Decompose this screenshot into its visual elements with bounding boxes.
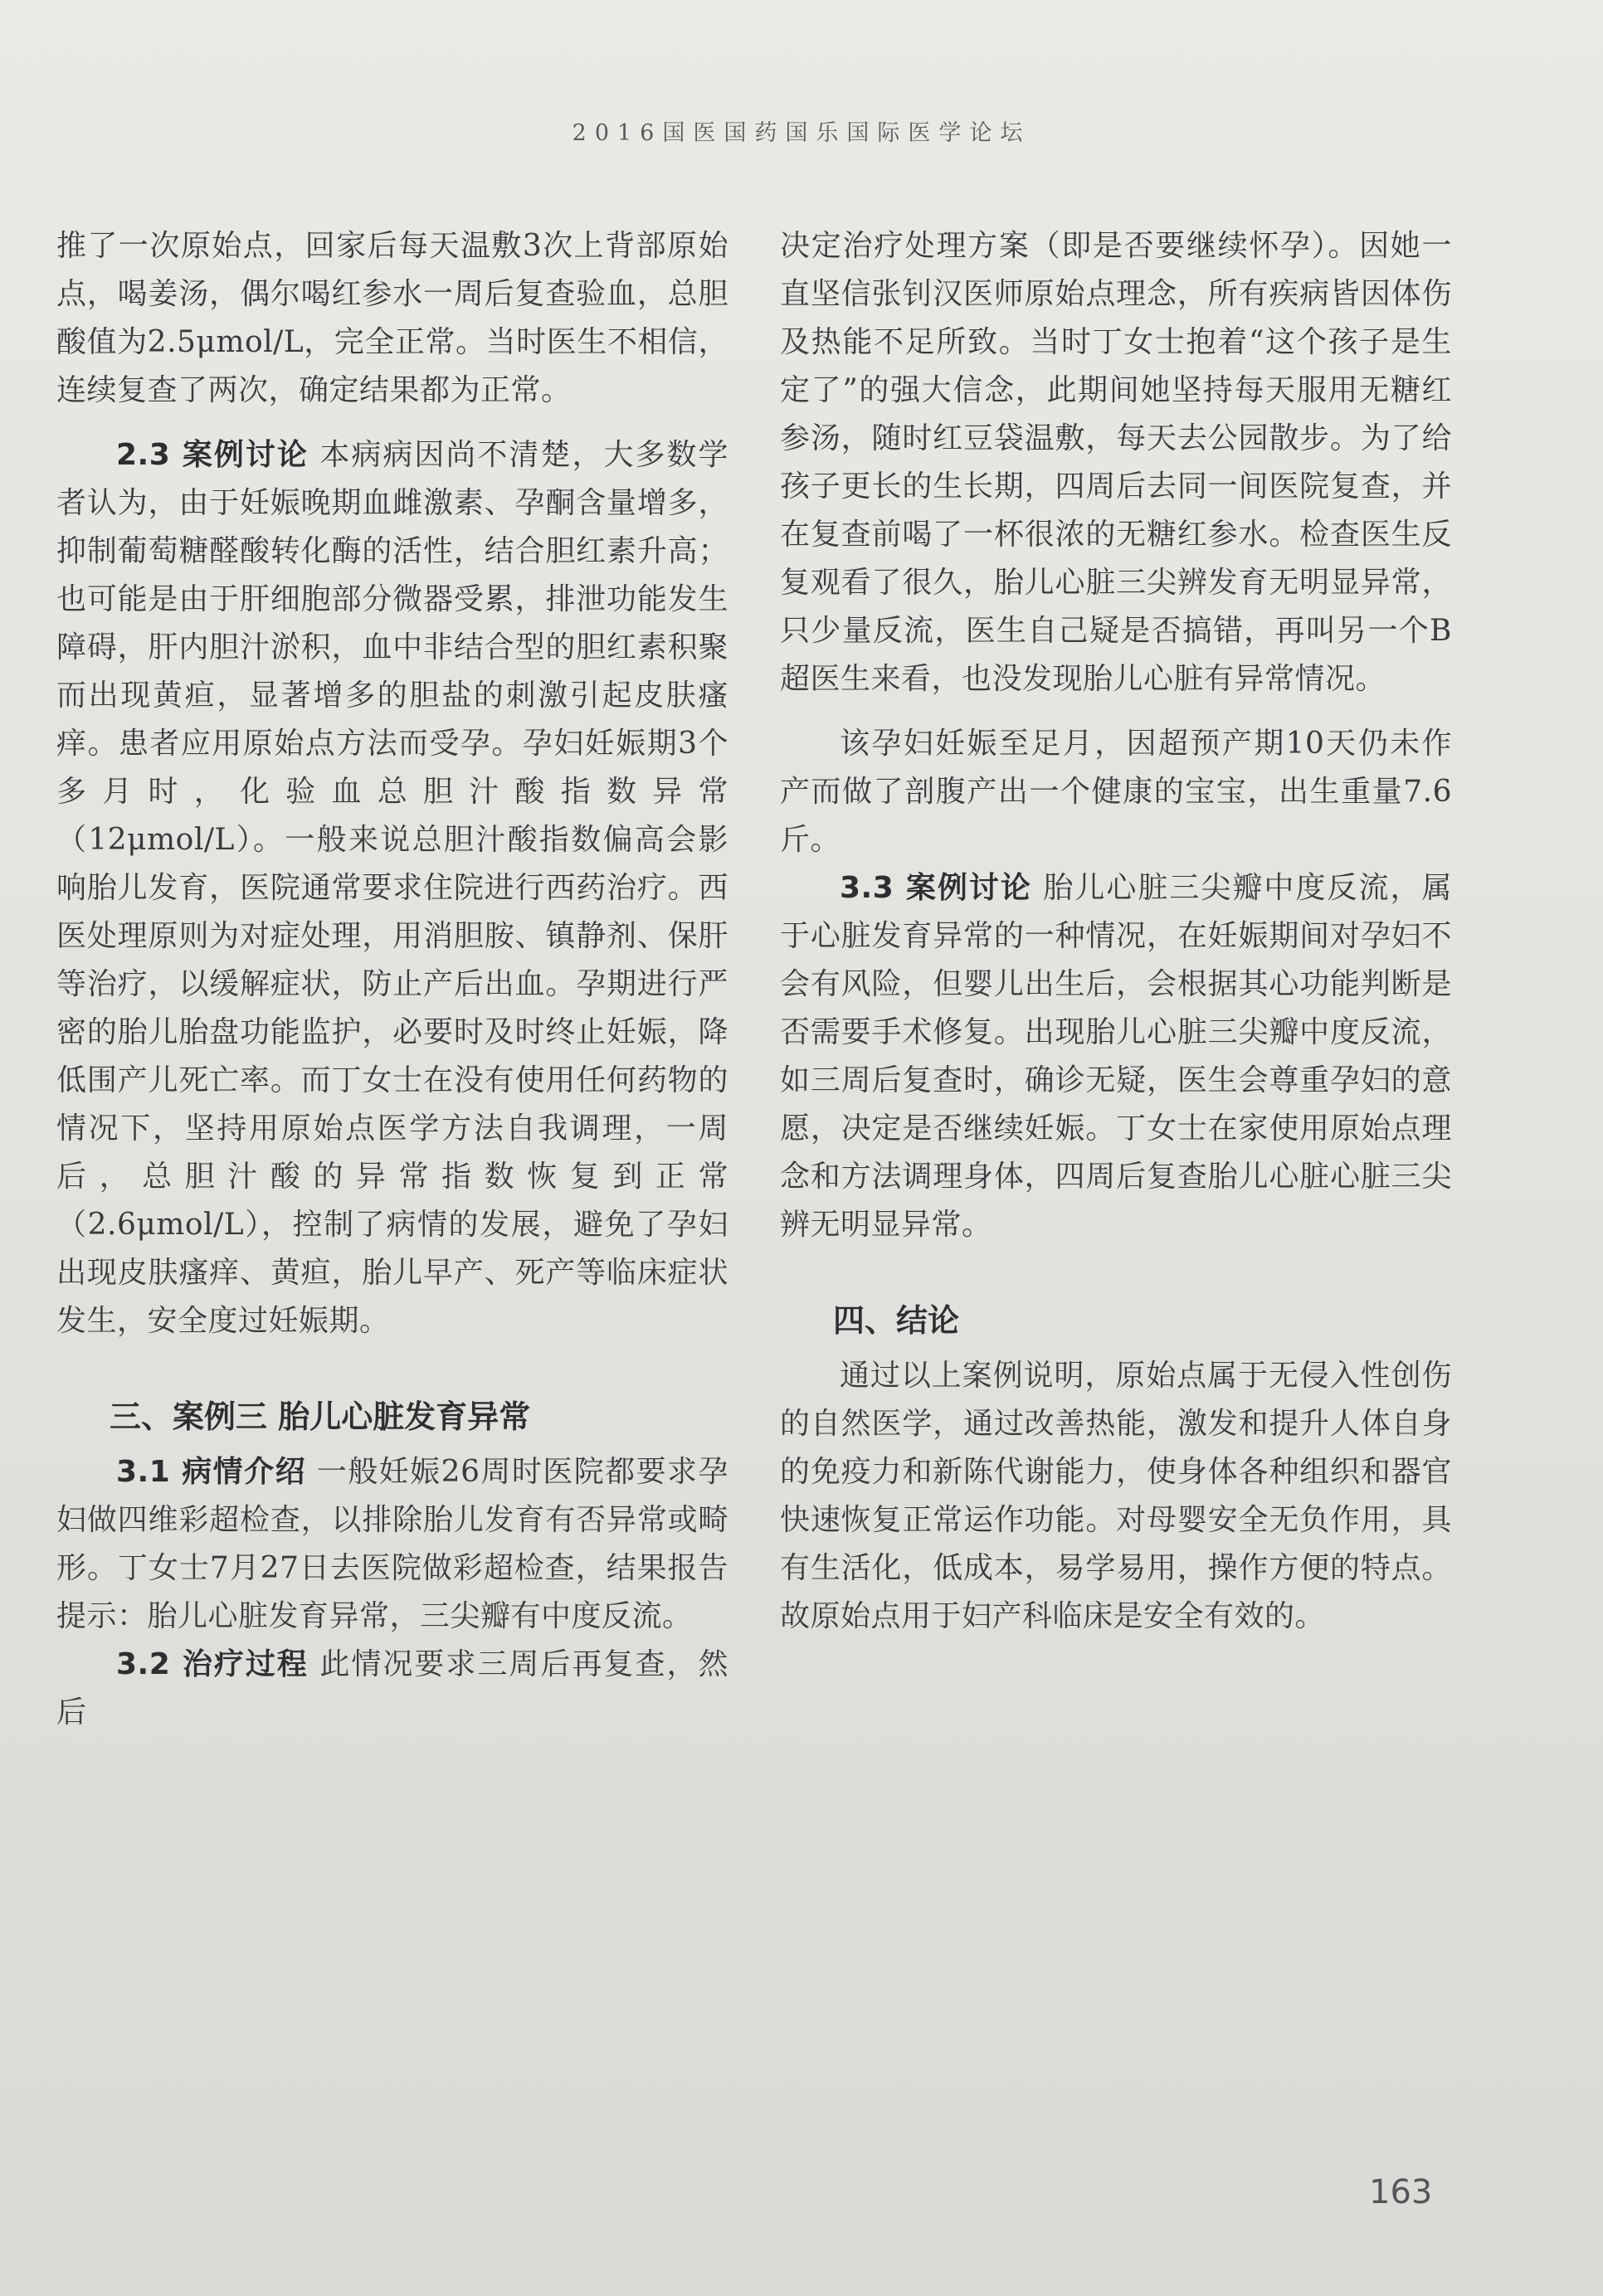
right-column [780, 222, 1452, 1641]
subheading-3-2: 3.2 治疗过程 [116, 1647, 309, 1681]
paragraph-conclusion: 通过以上案例说明，原始点属于无侵入性创伤的自然医学，通过改善热能，激发和提升人体自身的免疫力和新陈代谢能力，使身体各种组织和器官快速恢复正常运作功能。对母婴安全无负作用，具有生活化，低成本，易学易用，操作方便的特点。故原始点用于妇产科临床是安全有效的。 [780, 1359, 1452, 1633]
paragraph-text: 一般妊娠26周时医院都要求孕妇做四维彩超检查，以排除胎儿发育有否异常或畸形。丁女士7月27日去医院做彩超检查，结果报告提示：胎儿心脏发育异常，三尖瓣有中度反流。 [56, 1455, 728, 1633]
paragraph-case3-treatment-cont: 决定治疗处理方案（即是否要继续怀孕）。因她一直坚信张钊汉医师原始点理念，所有疾病皆因体伤及热能不足所致。当时丁女士抱着“这个孩子是生定了”的强大信念，此期间她坚持每天服用无糖红参汤，随时红豆袋温敷，每天去公园散步。为了给孩子更长的生长期，四周后去同一间医院复查，并在复查前喝了一杯很浓的无糖红参水。检查医生反复观看了很久，胎儿心脏三尖辨发育无明显异常，只少量反流，医生自己疑是否搞错，再叫另一个B超医生来看，也没发现胎儿心脏有异常情况。 [780, 229, 1452, 696]
paragraph-case2-discussion [56, 431, 728, 1345]
paragraph-text: 此情况要求三周后再复查，然后 [56, 1647, 728, 1729]
paragraph-text: 胎儿心脏三尖瓣中度反流，属于心脏发育异常的一种情况，在妊娠期间对孕妇不会有风险，但婴儿出生后，会根据其心功能判断是否需要手术修复。出现胎儿心脏三尖瓣中度反流，如三周后复查时，确诊无疑，医生会尊重孕妇的意愿，决定是否继续妊娠。丁女士在家使用原始点理念和方法调理身体，四周后复查胎儿心脏心脏三尖辨无明显异常。 [780, 871, 1452, 1242]
subheading-3-1: 3.1 病情介绍 [116, 1455, 307, 1489]
subheading-2-3: 2.3 案例讨论 [116, 438, 309, 472]
paragraph-case3-treatment [56, 1641, 728, 1737]
paragraph-case2-result: 推了一次原始点，回家后每天温敷3次上背部原始点，喝姜汤，偶尔喝红参水一周后复查验血，总胆酸值为2.5μmol/L，完全正常。当时医生不相信，连续复查了两次，确定结果都为正常。 [56, 229, 728, 407]
subheading-3-3: 3.3 案例讨论 [840, 871, 1032, 905]
paragraph-text: 本病病因尚不清楚，大多数学者认为，由于妊娠晚期血雌激素、孕酮含量增多，抑制葡萄糖醛酸转化酶的活性，结合胆红素升高；也可能是由于肝细胞部分微器受累，排泄功能发生障碍，肝内胆汁淤积，血中非结合型的胆红素积聚而出现黄疸，显著增多的胆盐的刺激引起皮肤瘙痒。患者应用原始点方法而受孕。孕妇妊娠期3个多月时，化验血总胆汁酸指数异常（12μmol/L）。一般来说总胆汁酸指数偏高会影响胎儿发育，医院通常要求住院进行西药治疗。西医处理原则为对症处理，用消胆胺、镇静剂、保肝等治疗，以缓解症状，防止产后出血。孕期进行严密的胎儿胎盘功能监护，必要时及时终止妊娠，降低围产儿死亡率。而丁女士在没有使用任何药物的情况下，坚持用原始点医学方法自我调理，一周后，总胆汁酸的异常指数恢复到正常（2.6μmol/L），控制了病情的发展，避免了孕妇出现皮肤瘙痒、黄疸，胎儿早产、死产等临床症状发生，安全度过妊娠期。 [56, 438, 728, 1338]
paragraph-case3-outcome: 该孕妇妊娠至足月，因超预产期10天仍未作产而做了剖腹产出一个健康的宝宝，出生重量7.6斤。 [780, 727, 1452, 857]
paragraph-case3-discussion [780, 864, 1452, 1249]
left-column [56, 222, 728, 1737]
section-heading-case3: 三、案例三 胎儿心脏发育异常 [110, 1399, 531, 1435]
running-header: 2016国医国药国乐国际医学论坛 [572, 120, 1031, 146]
section-heading-conclusion: 四、结论 [833, 1302, 960, 1339]
paragraph-case3-intro [56, 1448, 728, 1641]
page-number: 163 [1369, 2173, 1433, 2211]
